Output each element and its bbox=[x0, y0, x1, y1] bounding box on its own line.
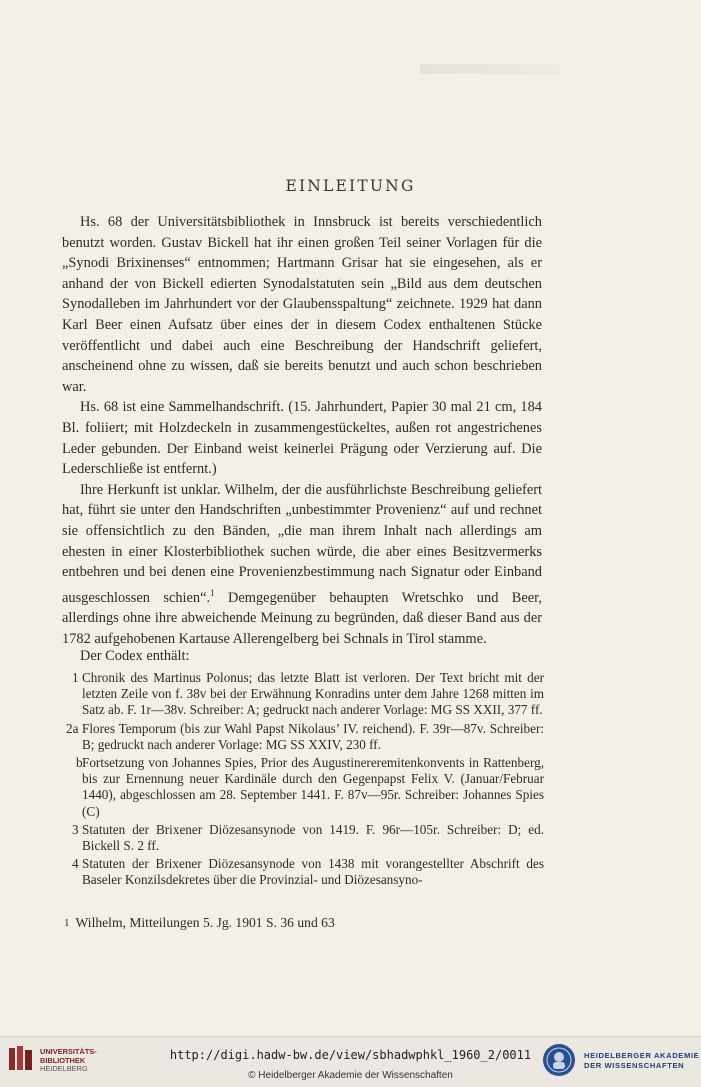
paragraph-3-text: Ihre Herkunft ist unklar. Wilhelm, der die ausführlichste Beschreibung geliefert hat, führt sie unter den Handschriften „unbestimmter Provenienz“ auf und rechnet sie offensichtlich zu den Bänden, „die man ihrem Inhalt nach allerdings am ehesten in einer Klosterbibliothek suchen würde, die aber eines Besitzvermerks entbehren und bei denen eine Provenienzbestimmung nach Signatur oder Einband ausgeschlossen schien“. bbox=[62, 481, 542, 606]
footnote-text: Wilhelm, Mitteilungen 5. Jg. 1901 S. 36 und 63 bbox=[75, 915, 335, 930]
item-text: Fortsetzung von Johannes Spies, Prior des Augustinereremitenkonvents in Rattenberg, bis zur Ernennung neuer Kardinäle durch den Gegenpapst Felix V. (Januar/Februar 1440), abgeschlossen am 28. September 1441. F. 87v—95r. Schreiber: Johannes Spies (C) bbox=[82, 755, 544, 819]
list-item bbox=[62, 670, 544, 719]
item-number: 4 bbox=[72, 856, 79, 872]
page-title: EINLEITUNG bbox=[285, 177, 416, 195]
paragraph-1: Hs. 68 der Universitätsbibliothek in Innsbruck ist bereits verschiedentlich benutzt worden. Gustav Bickell hat ihr einen großen Teil seiner Vorlagen für die „Synodi Brixinenses“ entnommen; Hartmann Grisar hat sie eingesehen, als er anhand der von Bickell edierten Synodalstatuten sein „Bild aus dem deutschen Synodalleben im Jahrhundert vor der Glaubensspaltung“ zeichnete. 1929 hat dann Karl Beer einen Aufsatz über eines der in diesem Codex enthaltenen Stücke veröffentlicht und dabei auch eine Beschreibung der Handschrift geliefert, anscheinend ohne zu wissen, daß sie bereits benutzt und auch schon beschrieben war. bbox=[62, 214, 542, 395]
codex-contents-list bbox=[62, 670, 544, 891]
list-item bbox=[62, 721, 544, 753]
introduction-text bbox=[62, 212, 542, 649]
bleed-through-text bbox=[420, 64, 560, 74]
academy-name-line-2: DER WISSENSCHAFTEN bbox=[584, 1060, 685, 1070]
item-number: 2a bbox=[66, 720, 79, 736]
footnote-mark: 1 bbox=[64, 917, 70, 929]
list-item bbox=[62, 856, 544, 888]
paragraph-3 bbox=[62, 480, 542, 650]
copyright-notice: © Heidelberger Akademie der Wissenschaften bbox=[248, 1070, 453, 1081]
library-name-line-1: UNIVERSITÄTS- bbox=[40, 1047, 97, 1056]
item-number: 3 bbox=[72, 821, 79, 837]
item-number: 1 bbox=[72, 670, 79, 685]
item-text: Statuten der Brixener Diözesansynode von 1438 mit vorangestellter Abschrift des Baseler Konzilsdekretes über die Provinzial- und Diözesansyno- bbox=[82, 856, 544, 888]
list-item bbox=[62, 822, 544, 854]
viewer-footer bbox=[0, 1036, 701, 1087]
academy-name-line-1: HEIDELBERGER AKADEMIE bbox=[584, 1051, 700, 1060]
item-number: b bbox=[76, 755, 83, 771]
codex-contents-heading: Der Codex enthält: bbox=[80, 648, 190, 664]
footnote-reference: 1 bbox=[210, 587, 215, 598]
item-text: Flores Temporum (bis zur Wahl Papst Nikolaus’ IV. reichend). F. 39r—87v. Schreiber: B; gedruckt nach anderer Vorlage: MG SS XXIV, 230 ff. bbox=[82, 720, 544, 752]
list-item bbox=[62, 755, 544, 820]
academy-name[interactable] bbox=[584, 1051, 699, 1070]
library-name-line-3: HEIDELBERG bbox=[40, 1064, 88, 1073]
paragraph-3-continued: Demgegenüber behaupten Wretschko und Beer, allerdings ohne ihre abweichende Meinung zu begründen, daß dieser Band aus der 1782 aufgehobenen Kartause Allerengelberg bei Schnals in Tirol stamme. bbox=[62, 589, 542, 647]
permalink-url[interactable]: http://digi.hadw-bw.de/view/sbhadwphkl_1960_2/0011 bbox=[169, 1048, 532, 1062]
academy-seal-icon[interactable] bbox=[542, 1043, 576, 1077]
item-text: Statuten der Brixener Diözesansynode von 1419. F. 96r—105r. Schreiber: D; ed. Bickell S. 2 ff. bbox=[82, 821, 544, 854]
footnote bbox=[64, 915, 335, 931]
paragraph-2: Hs. 68 ist eine Sammelhandschrift. (15. Jahrhundert, Papier 30 mal 21 cm, 184 Bl. foliiert; mit Holzdeckeln in zusammengestückeltes, außen rot angestrichenes Leder gebunden. Der Einband weist keinerlei Prägung oder Verzierung auf. Die Lederschließe ist entfernt.) bbox=[62, 399, 542, 478]
library-name-line-2: BIBLIOTHEK bbox=[40, 1055, 86, 1065]
item-text: Chronik des Martinus Polonus; das letzte Blatt ist verloren. Der Text bricht mit der letzten Zeile von f. 38v bei der Erwähnung Konradins unter dem Jahre 1268 mitten im Satz ab. F. 1r—38v. Schreiber: A; gedruckt nach anderer Vorlage: MG SS XXII, 377 ff. bbox=[82, 670, 544, 718]
